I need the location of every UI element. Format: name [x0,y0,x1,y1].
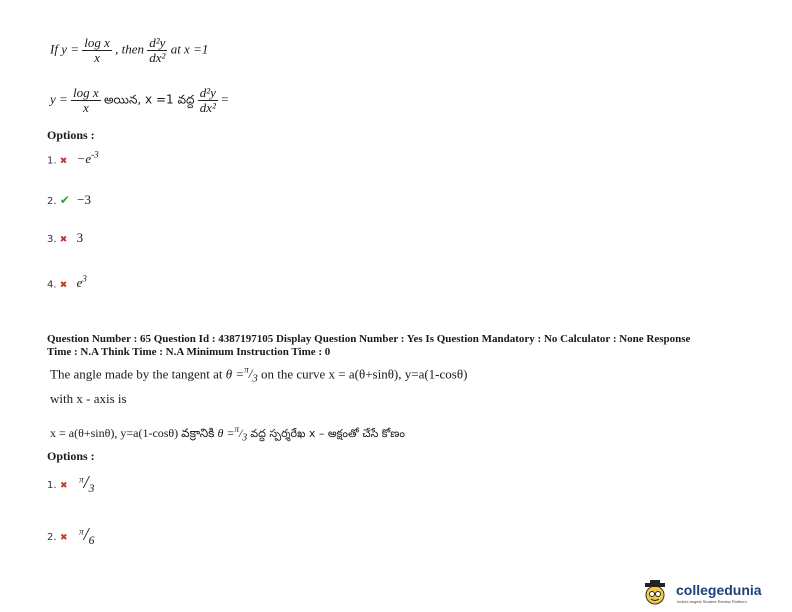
option-number: 1. [47,480,57,491]
option-value: $^\pi/_6$ [79,524,95,547]
option-number: 1. [47,155,57,167]
q65-option-2[interactable] [47,524,94,547]
q64-option-4[interactable] [47,274,87,291]
q64-te-text: అయిన, x =1 వద్ద [103,92,195,107]
option-value: 3 [76,230,84,245]
q64-option-1[interactable] [47,150,99,167]
q65-te-text-b: వద్ద స్పర్శరేఖ x – అక్షంతో చేసే కోణం [250,427,405,440]
cross-icon: ✖ [60,481,68,491]
option-value: −3 [77,192,91,207]
q64-en-frac-num: log x [84,35,110,50]
q65-theta-eq: θ = [225,366,245,382]
q64-en-frac-den: x [94,50,100,65]
q64-en-fraction [82,36,112,65]
q65-te-pi-fraction: $^\pi/_3$ [234,424,248,444]
q65-english-question [50,365,467,385]
q64-en-mid: , then [115,41,145,57]
q64-te-d-den: dx² [199,100,216,115]
option-number: 4. [47,279,57,291]
q65-meta [47,333,767,359]
q64-options-label: Options : [47,128,95,142]
option-number: 3. [47,234,57,245]
q64-option-3[interactable] [47,230,83,246]
option-number: 2. [47,196,57,207]
q64-te-fraction [71,86,101,115]
cross-icon: ✖ [60,533,68,543]
q65-option-1[interactable] [47,472,94,495]
q65-te-theta-eq: θ = [217,426,235,440]
q64-te-suffix: = [221,91,229,107]
q65-te-text-a: x = a(θ+sinθ), y=a(1-cosθ) వక్రానికి [50,426,215,440]
mascot-icon [640,580,674,606]
q65-en-text-b: on the curve x = a(θ+sinθ), y=a(1-cosθ) [261,366,468,382]
q64-english-question [50,36,208,65]
option-value: $e^3$ [76,274,87,291]
option-value: $^\pi/_3$ [79,472,95,495]
q65-pi-fraction: $^\pi/_3$ [244,365,258,385]
cross-icon: ✖ [59,156,68,167]
collegedunia-logo [640,580,785,606]
q64-en-derivative [147,36,167,65]
q64-te-d-num: d²y [199,85,216,100]
logo-text: collegedunia [676,582,762,598]
q64-te-derivative [198,86,218,115]
q64-en-prefix: If y = [50,41,79,57]
option-value: $-e^{-3}$ [76,150,99,167]
q64-en-d-num: d²y [149,35,166,50]
q64-telugu-question [50,86,228,115]
q64-te-prefix: y = [50,91,68,107]
q65-telugu-question [50,424,405,443]
q64-te-frac-num: log x [73,85,99,100]
q64-te-frac-den: x [82,100,89,115]
q65-en-text-a: The angle made by the tangent at [50,366,223,382]
q64-option-2[interactable] [47,192,91,208]
q65-meta-line-1: Question Number : 65 Question Id : 4387197105 Display Question Number : Yes Is Question Mandatory : No Calculator : None Response [47,333,691,345]
q64-en-suffix: at x =1 [170,41,209,57]
option-number: 2. [47,532,57,543]
cross-icon: ✖ [59,235,68,245]
check-icon: ✔ [59,193,70,207]
q64-en-d-den: dx² [149,50,166,65]
logo-tagline: India's largest Student Review Platform [677,599,747,604]
q65-options-label: Options : [47,449,95,463]
q65-meta-line-2: Time : N.A Think Time : N.A Minimum Instruction Time : 0 [47,346,331,358]
q65-english-line-2: with x - axis is [50,391,127,406]
cross-icon: ✖ [59,280,68,291]
